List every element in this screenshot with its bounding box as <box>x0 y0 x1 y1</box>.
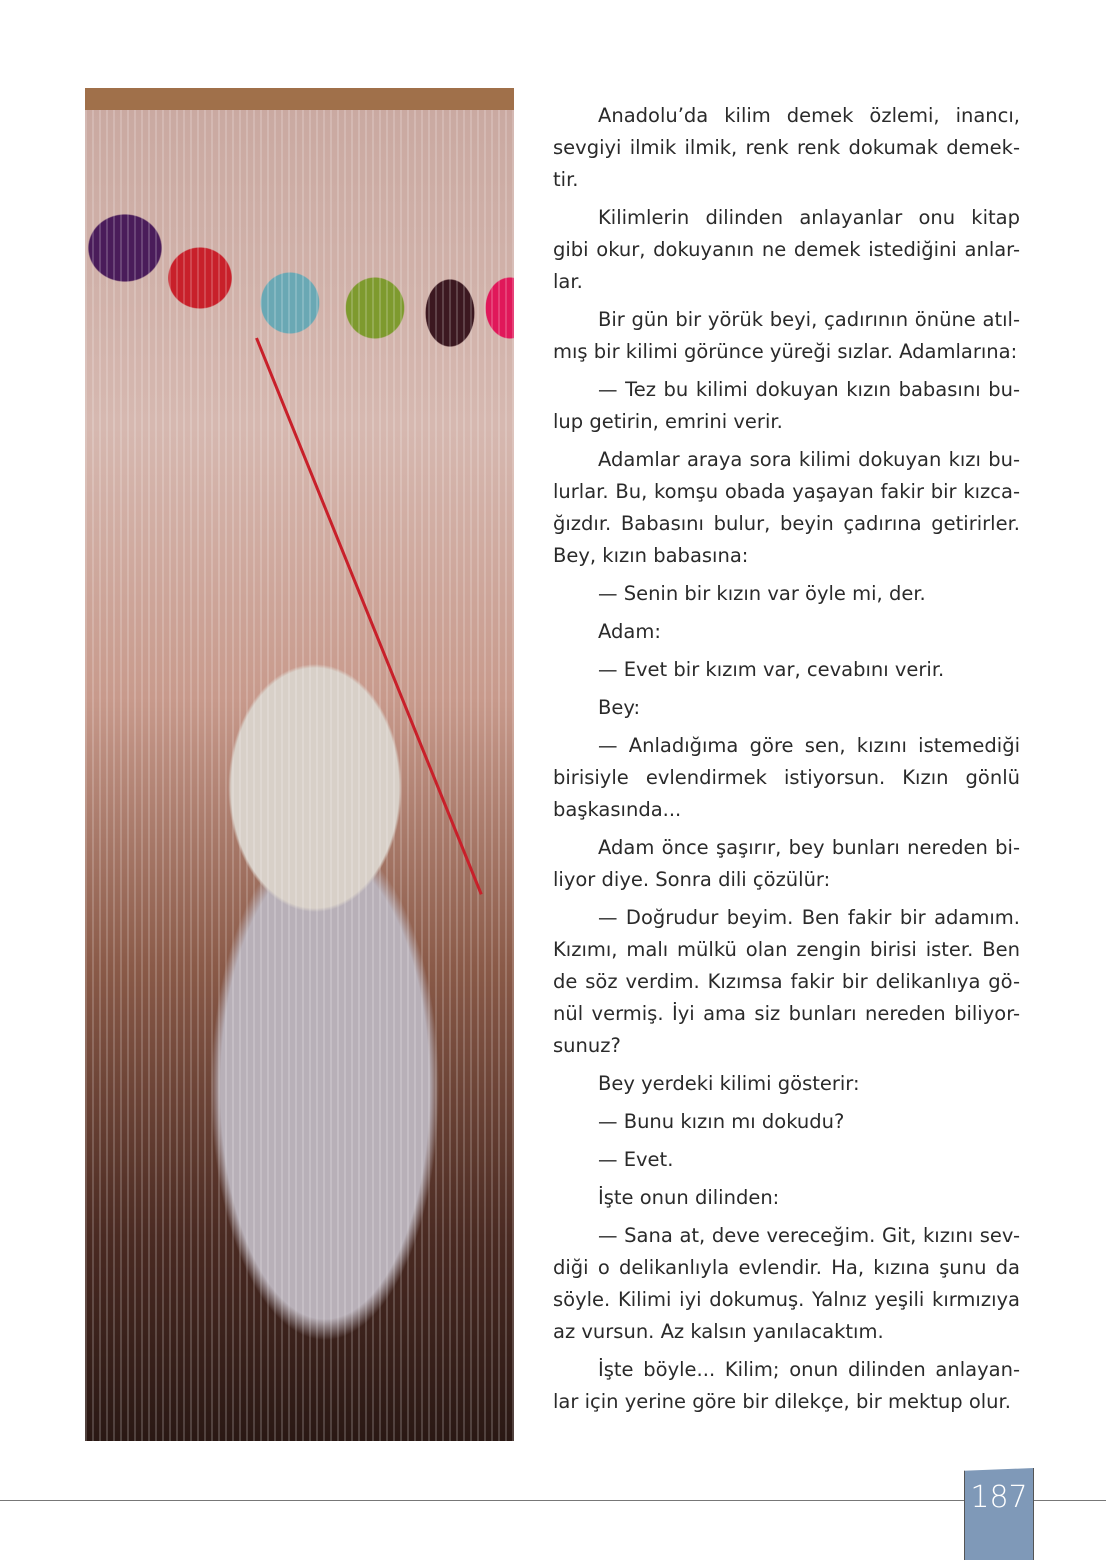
paragraph <box>553 100 1020 196</box>
text-line: sevgiyi ilmik ilmik, renk renk dokumak demek- <box>553 136 1020 159</box>
text-line: tir. <box>553 168 579 191</box>
text-line: — Evet. <box>598 1148 674 1171</box>
text-line: lup getirin, emrini verir. <box>553 410 783 433</box>
text-line: gibi okur, dokuyanın ne demek istediğini anlar- <box>553 238 1020 261</box>
text-line: nül vermiş. İyi ama siz bunları nereden biliyor- <box>553 1002 1020 1025</box>
paragraph <box>553 444 1020 572</box>
text-line: başkasında... <box>553 798 682 821</box>
text-line: ğızdır. Babasını bulur, beyin çadırına getirirler. <box>553 512 1020 535</box>
text-line: Bey, kızın babasına: <box>553 544 749 567</box>
text-line: — Tez bu kilimi dokuyan kızın babasını bu- <box>598 378 1020 401</box>
text-line: İşte böyle... Kilim; onun dilinden anlayan- <box>598 1358 1020 1381</box>
paragraph <box>553 578 1020 610</box>
text-line: — Anladığıma göre sen, kızını istemediği <box>598 734 1020 757</box>
paragraph <box>553 374 1020 438</box>
text-line: lar için yerine göre bir dilekçe, bir mektup olur. <box>553 1390 1011 1413</box>
story-text <box>553 100 1020 1424</box>
page-number: 187 <box>970 1480 1028 1515</box>
text-line: Bey: <box>598 696 641 719</box>
loom-warp-threads <box>85 88 514 1441</box>
text-line: — Bunu kızın mı dokudu? <box>598 1110 845 1133</box>
paragraph <box>553 202 1020 298</box>
paragraph <box>553 1106 1020 1138</box>
text-line: lurlar. Bu, komşu obada yaşayan fakir bir kızca- <box>553 480 1020 503</box>
paragraph <box>553 902 1020 1062</box>
text-line: liyor diye. Sonra dili çözülür: <box>553 868 831 891</box>
paragraph <box>553 730 1020 826</box>
text-line: mış bir kilimi görünce yüreği sızlar. Adamlarına: <box>553 340 1018 363</box>
loom-beam <box>85 88 514 110</box>
text-line: — Doğrudur beyim. Ben fakir bir adamım. <box>598 906 1020 929</box>
paragraph <box>553 692 1020 724</box>
paragraph <box>553 1182 1020 1214</box>
text-line: de söz verdim. Kızımsa fakir bir delikanlıya gö- <box>553 970 1020 993</box>
text-line: İşte onun dilinden: <box>598 1186 780 1209</box>
paragraph <box>553 1144 1020 1176</box>
text-line: Anadolu’da kilim demek özlemi, inancı, <box>598 104 1020 127</box>
text-line: Kilimlerin dilinden anlayanlar onu kitap <box>598 206 1020 229</box>
paragraph <box>553 1220 1020 1348</box>
paragraph <box>553 616 1020 648</box>
text-line: sunuz? <box>553 1034 621 1057</box>
paragraph <box>553 832 1020 896</box>
text-line: Bir gün bir yörük beyi, çadırının önüne atıl- <box>598 308 1020 331</box>
text-line: Adam: <box>598 620 661 643</box>
text-line: Bey yerdeki kilimi gösterir: <box>598 1072 860 1095</box>
text-line: söyle. Kilimi iyi dokumuş. Yalnız yeşili kırmızıya <box>553 1288 1020 1311</box>
text-line: Adamlar araya sora kilimi dokuyan kızı bu- <box>598 448 1020 471</box>
paragraph <box>553 1354 1020 1418</box>
paragraph <box>553 1068 1020 1100</box>
text-line: Adam önce şaşırır, bey bunları nereden bi- <box>598 836 1020 859</box>
text-line: diği o delikanlıyla evlendir. Ha, kızına şunu da <box>553 1256 1020 1279</box>
footer-rule <box>0 1500 1106 1501</box>
text-line: az vursun. Az kalsın yanılacaktım. <box>553 1320 884 1343</box>
text-line: — Senin bir kızın var öyle mi, der. <box>598 582 926 605</box>
text-line: birisiyle evlendirmek istiyorsun. Kızın gönlü <box>553 766 1020 789</box>
paragraph <box>553 304 1020 368</box>
text-line: lar. <box>553 270 583 293</box>
text-line: — Evet bir kızım var, cevabını verir. <box>598 658 945 681</box>
text-line: — Sana at, deve vereceğim. Git, kızını sev- <box>598 1224 1020 1247</box>
paragraph <box>553 654 1020 686</box>
text-line: Kızımı, malı mülkü olan zengin birisi ister. Ben <box>553 938 1020 961</box>
illustration-woman-weaving-kilim <box>85 88 514 1441</box>
